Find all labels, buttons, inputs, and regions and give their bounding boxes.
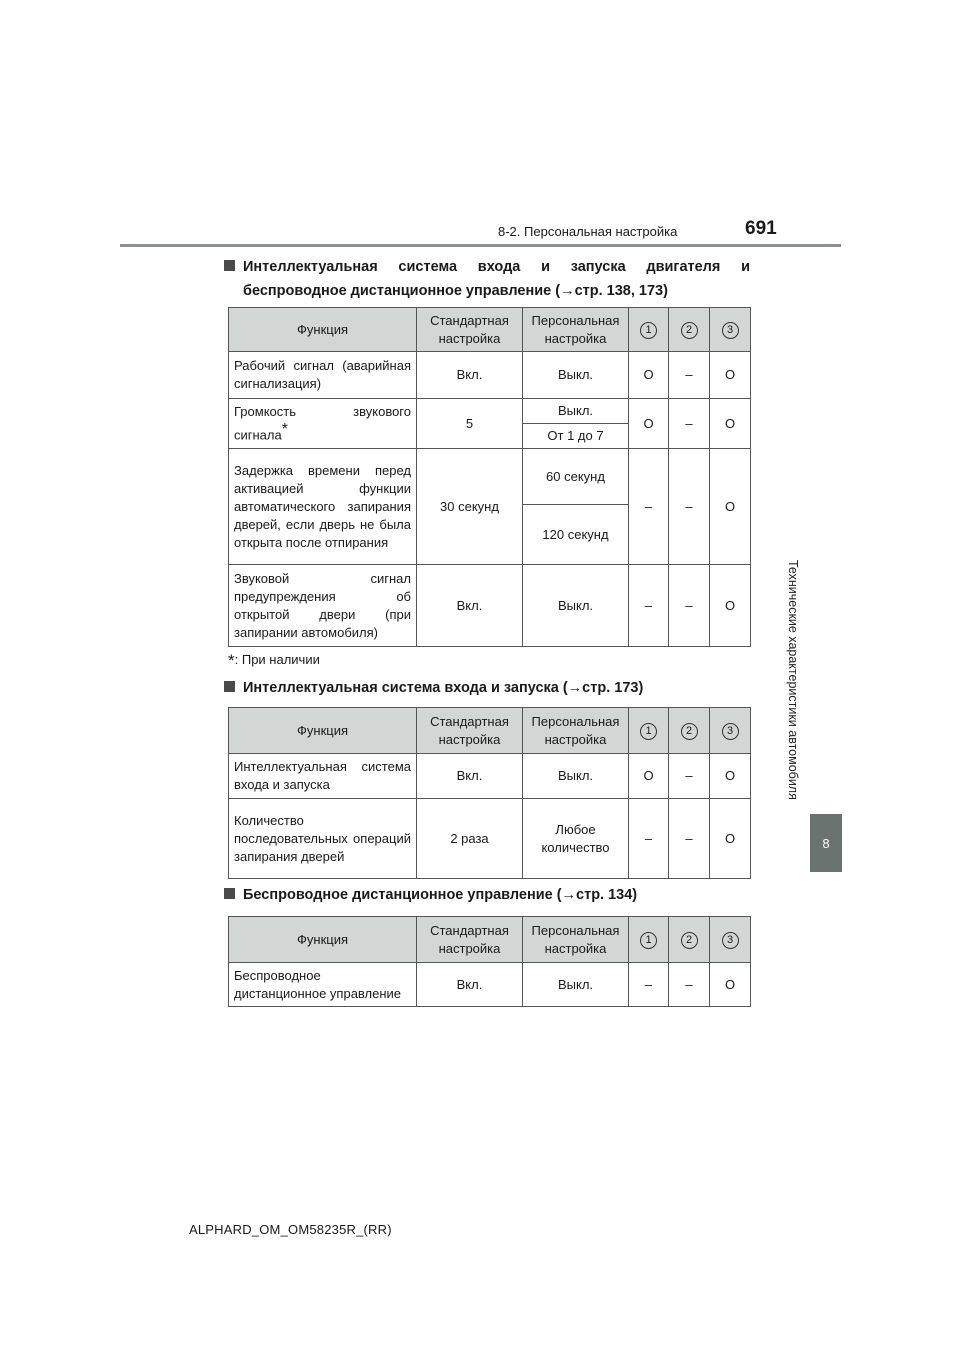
header-divider	[120, 244, 841, 247]
table-row	[229, 399, 751, 424]
asterisk-icon: *	[228, 651, 235, 670]
cell-default: Вкл.	[417, 352, 523, 399]
chapter-title-vertical	[778, 548, 808, 812]
cell-function: Громкость звукового сигнала*	[229, 399, 417, 449]
chapter-title-text: Технические характеристики автомобиля	[786, 560, 800, 800]
cell-c2: –	[669, 565, 710, 647]
cell-c2: –	[669, 799, 710, 879]
circled-2-icon: 2	[681, 723, 698, 740]
cell-default: 2 раза	[417, 799, 523, 879]
circled-3-icon: 3	[722, 322, 739, 339]
cell-custom: Выкл.	[523, 963, 629, 1007]
chapter-number-tab: 8	[810, 814, 842, 872]
cell-c3: O	[710, 352, 751, 399]
table-row	[229, 754, 751, 799]
col-header-default: Стандартная настройка	[417, 708, 523, 754]
circled-1-icon: 1	[640, 723, 657, 740]
cell-function: Рабочий сигнал (аварийная сигнализация)	[229, 352, 417, 399]
col-header-default: Стандартная настройка	[417, 308, 523, 352]
cell-c1: –	[629, 449, 669, 565]
square-bullet-icon	[224, 260, 235, 271]
cell-default: Вкл.	[417, 754, 523, 799]
table-header-row	[229, 708, 751, 754]
col-header-custom: Персональная настройка	[523, 708, 629, 754]
square-bullet-icon	[224, 888, 235, 899]
cell-custom: Выкл.	[523, 565, 629, 647]
cell-function: Интеллектуальная система входа и запуска	[229, 754, 417, 799]
square-bullet-icon	[224, 681, 235, 692]
cell-c2: –	[669, 963, 710, 1007]
cell-c1: O	[629, 352, 669, 399]
section-heading-1	[224, 255, 750, 303]
cell-c1: –	[629, 799, 669, 879]
cell-c2: –	[669, 754, 710, 799]
cell-custom: Любое количество	[523, 799, 629, 879]
cell-custom: От 1 до 7	[523, 424, 629, 449]
cell-c3: O	[710, 963, 751, 1007]
cell-default: Вкл.	[417, 963, 523, 1007]
circled-2-icon: 2	[681, 322, 698, 339]
cell-c2: –	[669, 399, 710, 449]
circled-3-icon: 3	[722, 932, 739, 949]
table-header-row	[229, 917, 751, 963]
footnote: *: При наличии	[228, 651, 320, 670]
cell-c2: –	[669, 352, 710, 399]
col-header-custom: Персональная настройка	[523, 308, 629, 352]
cell-function: Звуковой сигнал предупреждения об открытой двери (при запирании автомобиля)	[229, 565, 417, 647]
cell-c1: O	[629, 754, 669, 799]
cell-custom: Выкл.	[523, 352, 629, 399]
cell-c1: –	[629, 963, 669, 1007]
cell-c3: O	[710, 754, 751, 799]
cell-default: 30 секунд	[417, 449, 523, 565]
col-header-default: Стандартная настройка	[417, 917, 523, 963]
col-header-custom: Персональная настройка	[523, 917, 629, 963]
cell-c3: O	[710, 449, 751, 565]
col-header-function: Функция	[229, 708, 417, 754]
table-header-row	[229, 308, 751, 352]
cell-default: Вкл.	[417, 565, 523, 647]
col-header-function: Функция	[229, 308, 417, 352]
circled-3-icon: 3	[722, 723, 739, 740]
circled-2-icon: 2	[681, 932, 698, 949]
settings-table-2	[228, 707, 751, 879]
section-heading-1-line1: Интеллектуальная система входа и запуска двигателя и	[243, 259, 750, 275]
cell-custom: Выкл.	[523, 754, 629, 799]
circled-1-icon: 1	[640, 932, 657, 949]
cell-c3: O	[710, 799, 751, 879]
cell-c2: –	[669, 449, 710, 565]
section-heading-1-line2: беспроводное дистанционное управление (→стр. 138, 173)	[243, 283, 668, 299]
cell-custom: 60 секунд	[523, 449, 629, 505]
cell-c1: –	[629, 565, 669, 647]
settings-table-3	[228, 916, 751, 1007]
cell-custom: Выкл.	[523, 399, 629, 424]
page-number: 691	[745, 218, 777, 239]
circled-1-icon: 1	[640, 322, 657, 339]
table-row	[229, 352, 751, 399]
cell-c3: O	[710, 399, 751, 449]
section-heading-3: Беспроводное дистанционное управление (→стр. 134)	[224, 883, 637, 907]
table-row	[229, 449, 751, 505]
table-row	[229, 565, 751, 647]
settings-table-1	[228, 307, 751, 647]
cell-default: 5	[417, 399, 523, 449]
cell-function: Количество последовательных операций запирания дверей	[229, 799, 417, 879]
document-code: ALPHARD_OM_OM58235R_(RR)	[189, 1222, 392, 1237]
table-row	[229, 963, 751, 1007]
section-heading-2: Интеллектуальная система входа и запуска (→стр. 173)	[224, 676, 643, 700]
running-header-section: 8-2. Персональная настройка	[498, 224, 678, 239]
table-row	[229, 799, 751, 879]
col-header-function: Функция	[229, 917, 417, 963]
cell-c3: O	[710, 565, 751, 647]
cell-custom: 120 секунд	[523, 505, 629, 565]
cell-function: Задержка времени перед активацией функции автоматического запирания дверей, если дверь не была открыта после отпирания	[229, 449, 417, 565]
cell-c1: O	[629, 399, 669, 449]
cell-function: Беспроводное дистанционное управление	[229, 963, 417, 1007]
